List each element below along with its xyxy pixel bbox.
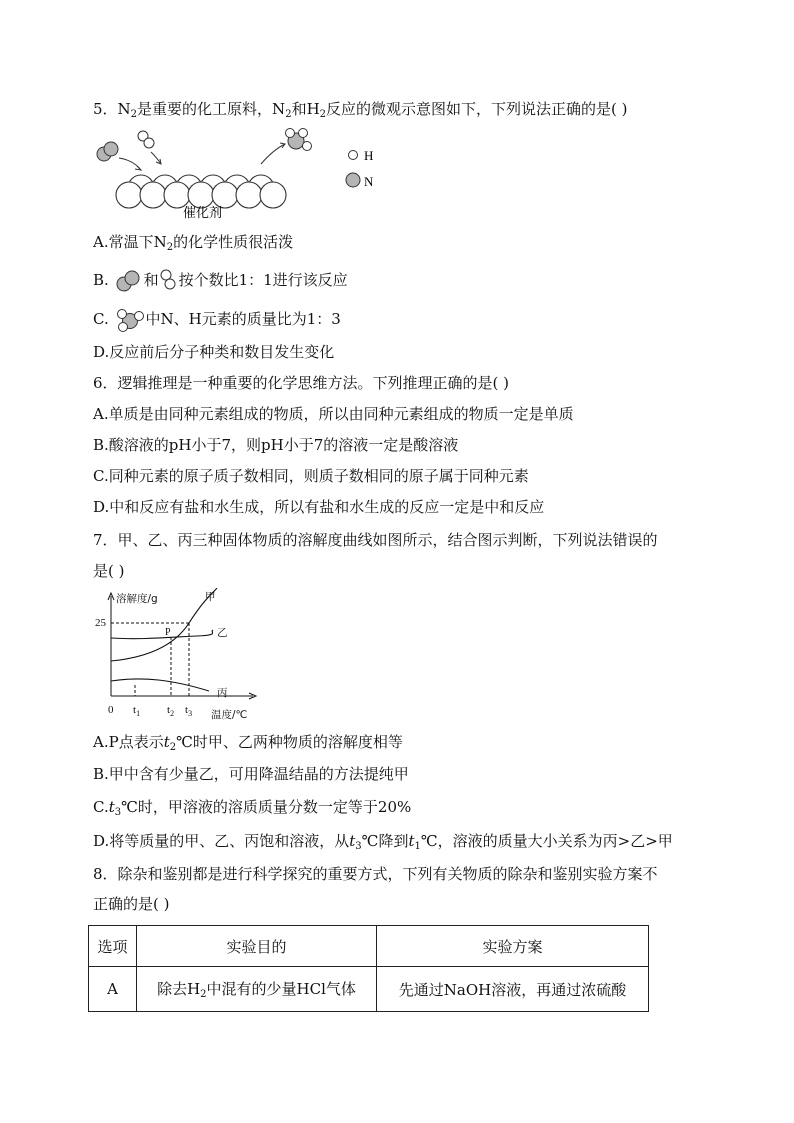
table-header-option: 选项 <box>89 926 137 967</box>
q8-stem-line1: 8．除杂和鉴别都是进行科学探究的重要方式，下列有关物质的除杂和鉴别实验方案不 <box>93 865 658 883</box>
y-axis-label: 溶解度/g <box>116 593 158 605</box>
solubility-chart <box>93 588 263 723</box>
catalyst-label: 催化剂 <box>183 206 223 221</box>
h2-molecule-icon <box>159 268 179 294</box>
legend-h-symbol <box>349 151 358 160</box>
x-axis-label: 温度/℃ <box>211 709 248 721</box>
table-cell-plan: 先通过NaOH溶液，再通过浓硫酸 <box>377 967 649 1012</box>
origin-label: 0 <box>108 704 114 716</box>
legend-h-label: H <box>364 148 374 163</box>
q6-option-a: A.单质是由同种元素组成的物质，所以由同种元素组成的物质一定是单质 <box>93 405 574 423</box>
table-cell-goal: 除去$H_2$中混有的少量HCl气体 <box>137 967 377 1012</box>
legend-n-symbol <box>346 173 360 187</box>
q6-option-d: D.中和反应有盐和水生成，所以有盐和水生成的反应一定是中和反应 <box>93 498 545 516</box>
curve-jia-label: 甲 <box>205 591 216 603</box>
q7-option-a: A.P点表示$t_2℃$时甲、乙两种物质的溶解度相等 <box>93 733 403 753</box>
curve-yi <box>111 630 213 639</box>
curve-yi-label: 乙 <box>217 627 228 639</box>
q7-option-c: $C.t_3℃$时，甲溶液的溶质质量分数一定等于20% <box>93 798 412 818</box>
curve-bing <box>111 679 209 691</box>
table-header-goal: 实验目的 <box>137 926 377 967</box>
legend-n-label: N <box>364 174 374 189</box>
table-header-row <box>89 926 649 967</box>
nh3-molecule-icon <box>114 307 146 333</box>
q7-option-b: B.甲中含有少量乙，可用降温结晶的方法提纯甲 <box>93 765 409 783</box>
q5-stem: 5．$N_2$是重要的化工原料，$N_2$和$H_2$反应的微观示意图如下，下列说法正确的是( ) <box>93 100 628 120</box>
q8-table <box>88 925 649 1012</box>
n2-molecule-icon <box>114 268 144 294</box>
q6-stem: 6．逻辑推理是一种重要的化学思维方法。下列推理正确的是( ) <box>93 374 510 392</box>
curve-bing-label: 丙 <box>217 687 228 699</box>
point-p-label: P <box>165 627 171 638</box>
q5-option-d: D.反应前后分子种类和数目发生变化 <box>93 343 335 361</box>
table-header-plan: 实验方案 <box>377 926 649 967</box>
q7-stem-line2: 是( ) <box>93 562 125 580</box>
q8-stem-line2: 正确的是( ) <box>93 895 170 913</box>
x-tick-t1: $t_1$ <box>133 704 141 718</box>
table-row <box>89 967 649 1012</box>
table-cell-option: A <box>89 967 137 1012</box>
x-tick-t3: $t_3$ <box>185 704 193 718</box>
q6-option-b: B.酸溶液的pH小于7，则pH小于7的溶液一定是酸溶液 <box>93 436 459 454</box>
q7-stem-line1: 7．甲、乙、丙三种固体物质的溶解度曲线如图所示，结合图示判断，下列说法错误的 <box>93 531 658 549</box>
q6-option-c: C.同种元素的原子质子数相同，则质子数相同的原子属于同种元素 <box>93 467 529 485</box>
y-tick-25: 25 <box>95 617 106 629</box>
x-tick-t2: $t_2$ <box>167 704 175 718</box>
q5-option-b: B. 和 按个数比1：1进行该反应 <box>93 268 348 294</box>
q5-option-a: A.常温下$N_2$的化学性质很活泼 <box>93 233 294 253</box>
q5-option-c: C. 中N、H元素的质量比为1：3 <box>93 307 341 333</box>
q7-option-d: D.将等质量的甲、乙、丙饱和溶液，从$t_3℃$降到$t_1℃$，溶液的质量大小关系为丙>乙>甲 <box>93 832 673 852</box>
q5-reaction-diagram <box>93 128 393 223</box>
